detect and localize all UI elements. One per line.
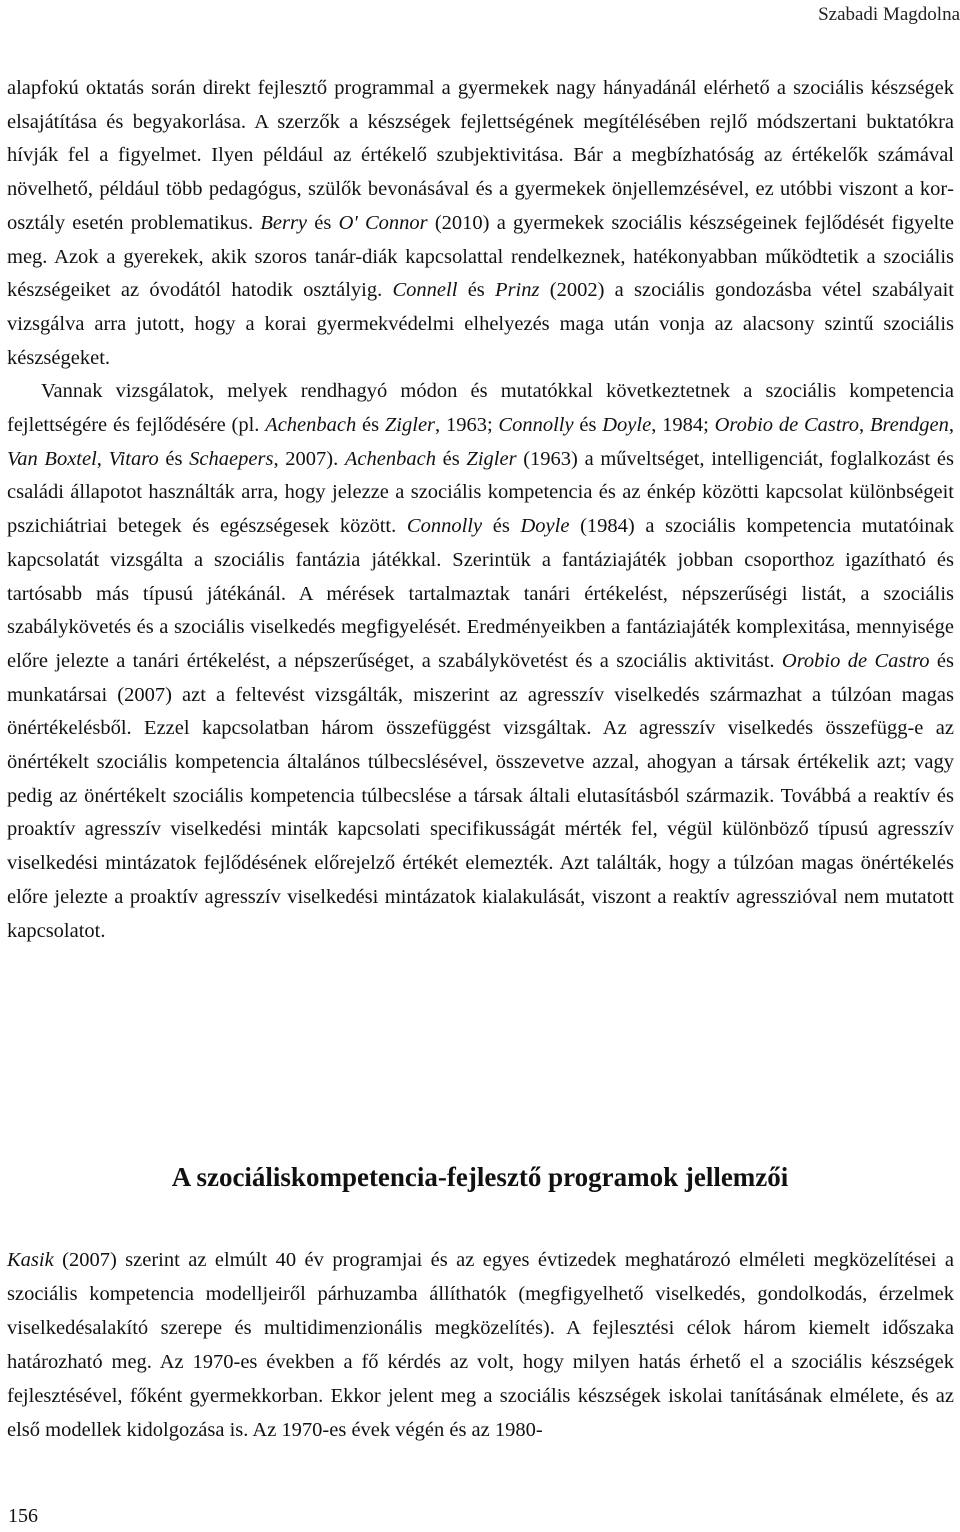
paragraph <box>7 1243 954 1447</box>
paragraph <box>7 72 954 375</box>
text-run: és <box>573 414 603 437</box>
citation-author: Connolly <box>406 515 483 538</box>
running-head: Szabadi Magdolna <box>818 4 960 25</box>
text-run: (2010) a gyermekek szociális készségeinek fejlődését figyelte meg. Azok a gyerekek, akik szoros tanár-diák kapcsolattal rendelkeznek, hatékonyabban működtetik a szociális készségeiket az óvodától hatodik osztályig. <box>7 211 955 302</box>
citation-author: Prinz <box>495 279 540 302</box>
text-run: és <box>158 447 190 470</box>
text-run: alapfokú oktatás során direkt fejlesztő programmal a gyermekek nagy hányadánál elérhető a szociális készségek elsajátítása és begyakorlása. A szerzők a készségek fejlettségének megítélésében rejlő módszertani buktatókra hívják fel a figyelmet. Ilyen például az értékelő szubjektivitása. Bár a megbízhatóság az értékelők számával növelhető, például több pedagógus, szülők bevonásával és a gyermekek önjellemzésével, ez utóbbi viszont a korosztály esetén problematikus. <box>7 77 954 234</box>
text-run: és <box>356 414 385 437</box>
text-run: , 1984; <box>651 414 715 437</box>
text-run: és <box>435 447 467 470</box>
citation-author: Berry <box>260 211 308 234</box>
text-run: és <box>307 211 339 234</box>
citation-author: Achenbach <box>344 447 436 470</box>
text-run: (2002) a szociális gondozásba vétel szabályait vizsgálva arra jutott, hogy a korai gyermekvédelmi elhelyezés maga után vonja az alacsony szintű szociális készségeket. <box>7 279 955 369</box>
main-text <box>7 72 954 948</box>
citation-author: Zigler <box>384 414 436 437</box>
citation-author: Van Boxtel <box>7 447 97 470</box>
citation-author: Orobio de Castro <box>714 414 860 437</box>
citation-author: Doyle <box>520 515 570 538</box>
text-run: (1984) a szociális kompetencia mutatóinak kapcsolatát vizsgálta a szociális fantázia játékkal. Szerintük a fantáziajáték jobban csoporthoz igazítható és tartósabb más típusú játékánál. A mérések tartalmaztak tanári értékelést, népszerűségi listát, a szociális szabálykövetés és a szociális viselkedés megfigyelését. Eredményeikben a fantáziajáték komplexitása, mennyisége előre jelezte a tanári értékelést, a népszerűséget, a szabálykövetést és a szociális aktivitást. <box>7 515 955 672</box>
text-run: , <box>96 447 109 470</box>
text-run: , 1963; <box>435 414 499 437</box>
citation-author: Achenbach <box>265 414 357 437</box>
text-run: , <box>859 414 870 437</box>
citation-author: Zigler <box>466 447 517 470</box>
text-run: Vannak vizsgálatok, melyek rendhagyó módon és mutatókkal következtetnek a szociális kompetencia fejlettségére és fejlődésére (pl. <box>7 380 954 437</box>
text-run: és <box>457 279 496 302</box>
citation-author: Connell <box>392 279 458 302</box>
citation-author: O' Connor <box>338 211 428 234</box>
section-heading: A szociáliskompetencia-fejlesztő programok jellemzői <box>171 1162 789 1192</box>
text-run: , 2007). <box>273 447 345 470</box>
text-run: és <box>482 515 521 538</box>
citation-author: Kasik <box>7 1249 54 1271</box>
citation-author: Orobio de Castro <box>781 649 930 672</box>
paragraph <box>7 375 954 948</box>
citation-author: Doyle <box>602 414 652 437</box>
section-text <box>7 1243 954 1447</box>
text-run: , <box>948 414 954 437</box>
citation-author: Connolly <box>498 414 574 437</box>
text-run: (2007) szerint az elmúlt 40 év programjai és az egyes évtizedek meghatározó elméleti megközelítései a szociális kompetencia modelljeiről párhuzamba állíthatók (megfigyelhető viselkedés, gondolkodás, érzelmek viselkedésalakító szerepe és multidimenzionális megközelítés). A fejlesztési célok három kiemelt időszaka határozható meg. Az 1970-es években a fő kérdés az volt, hogy milyen hatás érhető el a szociális készségek fejlesztésével, főként gyermekkorban. Ekkor jelent meg a szociális készségek iskolai tanításának elmélete, és az első modellek kidolgozása is. Az 1970-es évek végén és az 1980- <box>7 1249 954 1441</box>
citation-author: Vitaro <box>108 447 159 470</box>
text-run: (1963) a műveltséget, intelligenciát, foglalkozást és családi állapotot használták arra, hogy jelezze a szociális kompetencia és az énkép közötti kapcsolat különbségeit pszichiátriai betegek és egészségesek között. <box>7 447 954 538</box>
citation-author: Brendgen <box>869 414 949 437</box>
text-run: és munkatársai (2007) azt a feltevést vizsgálták, miszerint az agresszív viselkedés származhat a túlzóan magas önértékelésből. Ezzel kapcsolatban három összefüggést vizsgáltak. Az agresszív viselkedés összefügg-e az önértékelt szociális kompetencia általános túlbecslésével, összevetve azzal, ahogyan a társak értékelik azt; vagy pedig az önértékelt szociális kompetencia túlbecslése a társak általi elutasításból származik. Továbbá a reaktív és proaktív agresszív viselkedési minták kapcsolati specifikusságát mérték fel, végül különböző típusú agresszív viselkedési mintázatok fejlődésének előrejelző értékét elemezték. Azt találták, hogy a túlzóan magas önértékelés előre jelezte a proaktív agresszív viselkedési mintázatok kialakulását, viszont a reaktív agresszióval nem mutatott kapcsolatot. <box>7 649 954 942</box>
page-number: 156 <box>8 1505 38 1527</box>
citation-author: Schaepers <box>189 447 274 470</box>
